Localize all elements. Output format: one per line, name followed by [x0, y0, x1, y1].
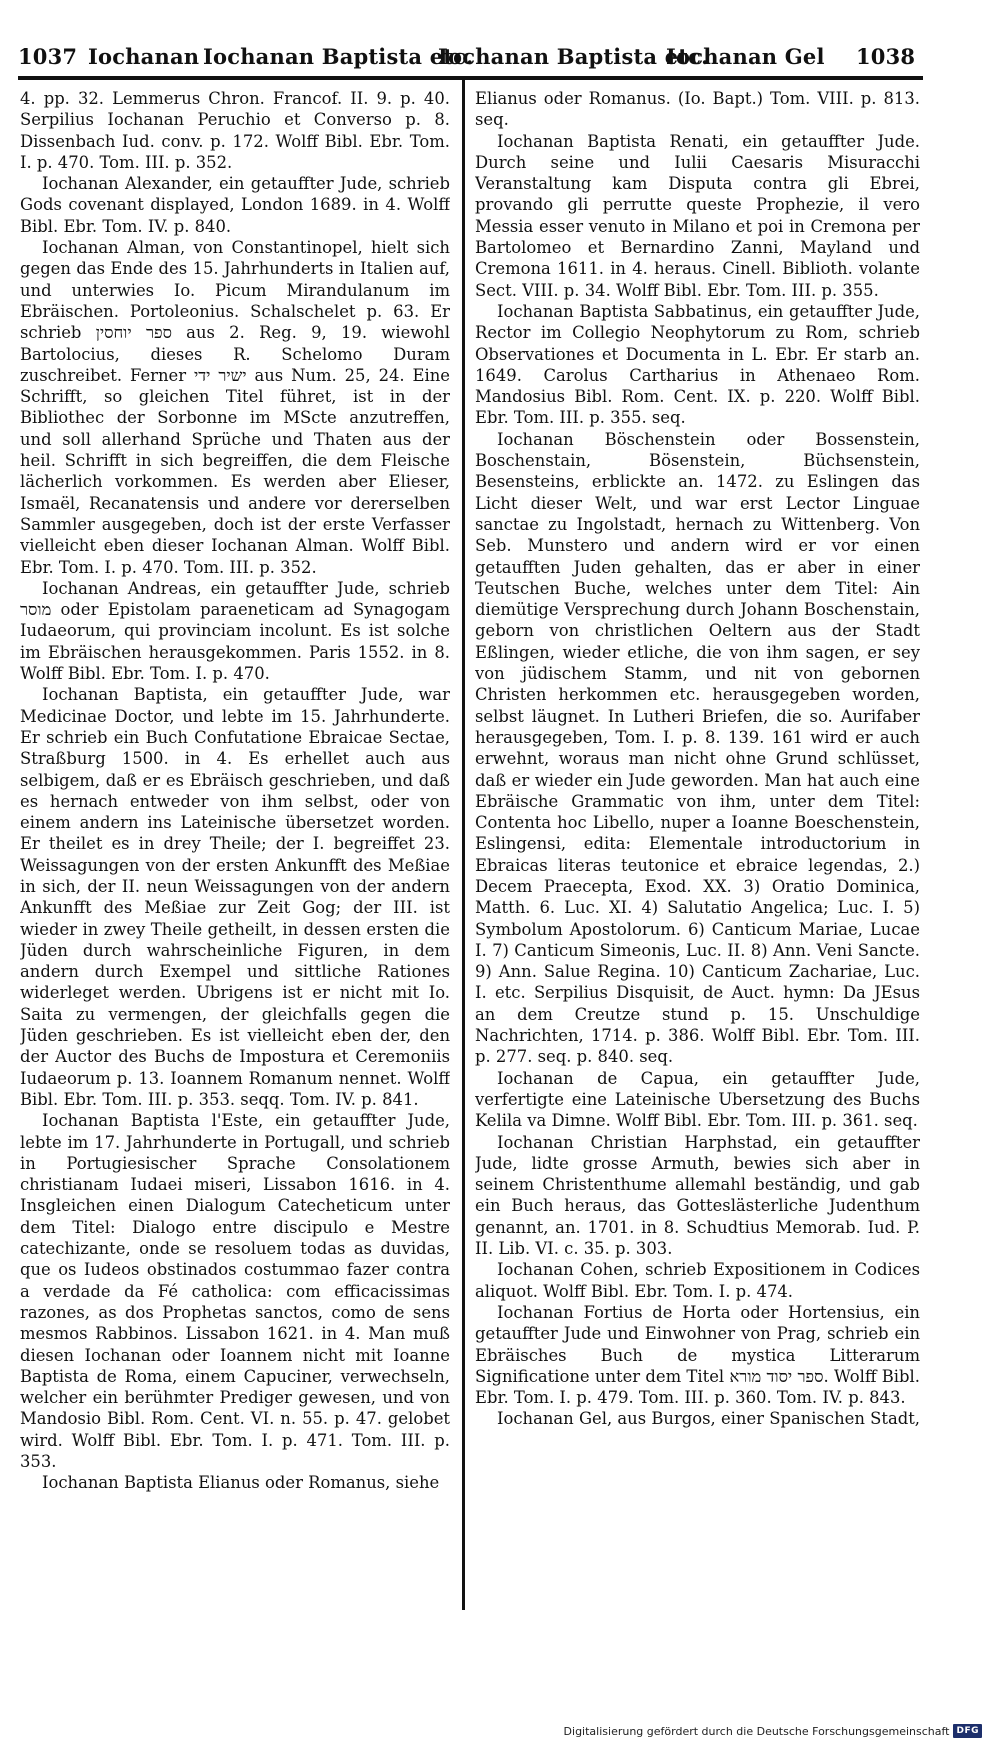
entry-paragraph: Iochanan de Capua, ein getauffter Jude, verfertigte eine Lateinische Ubersetzung des Buchs Kelila va Dimne. Wolff Bibl. Ebr. Tom. III. p. 361. seq. [475, 1068, 920, 1131]
digitization-footer [564, 1722, 982, 1740]
entry-paragraph: Iochanan Christian Harphstad, ein getauffter Jude, lidte grosse Armuth, bewies sich aber in seinem Christenthume allemahl beständig, und gab ein Buch heraus, das Gotteslästerliche Judenthum genannt, an. 1701. in 8. Schudtius Memorab. Iud. P. II. Lib. VI. c. 35. p. 303. [475, 1132, 920, 1259]
entry-paragraph: Iochanan Alexander, ein getauffter Jude, schrieb Gods covenant displayed, London 1689. in 4. Wolff Bibl. Ebr. Tom. IV. p. 840. [20, 174, 450, 236]
funding-credit: Digitalisierung gefördert durch die Deutsche Forschungsgemeinschaft [563, 1724, 950, 1738]
entry-paragraph: Iochanan Alman, von Constantinopel, hielt sich gegen das Ende des 15. Jahrhunderts in Italien auf, und unterwies Io. Picum Mirandulanum im Ebräischen. Portoleonius. Schalschelet p. 63. Er schrieb ספר יוחסין aus 2. Reg. 9, 19. wiewohl Bartolocius, dieses R. Schelomo Duram zuschreibet. Ferner ישיר ידי aus Num. 25, 24. Eine Schrifft, so gleichen Titel führet, ist in der Bibliothec der Sorbonne im MScte anzutreffen, und soll allerhand Sprüche und Thaten aus der heil. Schrifft in sich begreiffen, die dem Fleische lächerlich vorkommen. Es werden aber Elieser, Ismaël, Recanatensis und andere vor dererselben Sammler ausgegeben, doch ist der erste Verfasser vielleicht eben dieser Iochanan Alman. Wolff Bibl. Ebr. Tom. I. p. 470. Tom. III. p. 352. [20, 238, 450, 577]
running-header [18, 40, 923, 72]
entry-paragraph: Iochanan Böschenstein oder Bossenstein, Boschenstain, Bösenstein, Büchsenstein, Besensteins, erblickte an. 1472. zu Eslingen das Licht dieser Welt, und war erst Lector Linguae sanctae zu Ingolstadt, hernach zu Wittenberg. Von Seb. Munstero und andern wird er vor einen getaufften Juden gehalten, das er aber in einer Teutschen Buche, welches unter dem Titel: Ain diemütige Versprechung durch Johann Boschenstain, geborn von christlichen Oeltern aus der Stadt Eßlingen, wieder etliche, die von ihm sagen, er sey von jüdischem Stamm, und nit von gebornen Christen herkommen etc. herausgegeben worden, selbst läugnet. In Lutheri Briefen, die so. Aurifaber herausgegeben, Tom. I. p. 8. 139. 161 wird er auch erwehnt, woraus man nicht ohne Grund schlüsset, daß er wieder ein Jude geworden. Man hat auch eine Ebräische Grammatic von ihm, unter dem Titel: Contenta hoc Libello, nuper a Ioanne Boeschenstein, Eslingensi, edita: Elementale introductorium in Ebraicas literas teutonice et ebraice legendas, 2.) Decem Praecepta, Exod. XX. 3) Oratio Dominica, Matth. 6. Luc. XI. 4) Salutatio Angelica; Luc. I. 5) Symbolum Apostolorum. 6) Canticum Mariae, Lucae I. 7) Canticum Simeonis, Luc. II. 8) Ann. Veni Sancte. 9) Ann. Salue Regina. 10) Canticum Zachariae, Luc. I. etc. Serpilius Disquisit, de Auct. hymn: Da JEsus an dem Creutze stund p. 15. Unschuldige Nachrichten, 1714. p. 386. Wolff Bibl. Ebr. Tom. III. p. 277. seq. p. 840. seq. [475, 429, 920, 1067]
entry-paragraph: Iochanan Baptista Elianus oder Romanus, siehe [42, 1473, 440, 1493]
entry-paragraph: Iochanan Andreas, ein getauffter Jude, schrieb מוסר oder Epistolam paraeneticam ad Synagogam Iudaeorum, qui provinciam incolunt. Es ist solche im Ebräischen herausgekommen. Paris 1552. in 8. Wolff Bibl. Ebr. Tom. I. p. 470. [20, 578, 450, 684]
entry-paragraph: Iochanan Gel, aus Burgos, einer Spanischen Stadt, [497, 1409, 920, 1429]
right-column [475, 88, 920, 1613]
entry-paragraph: Iochanan Baptista, ein getauffter Jude, war Medicinae Doctor, und lebte im 15. Jahrhunderte. Er schrieb ein Buch Confutatione Ebraicae Sectae, Straßburg 1500. in 4. Es erhellet auch aus selbigem, daß er es Ebräisch geschrieben, und daß es hernach entweder von ihm selbst, oder von einem andern ins Lateinische übersetzet worden. Er theilet es in drey Theile; der I. begreiffet 23. Weissagungen von der ersten Ankunfft des Meßiae in sich, der II. neun Weissagungen von der andern Ankunfft des Meßiae zur Zeit Gog; der III. ist wieder in zwey Theile getheilt, in dessen ersten die Jüden durch wahrscheinliche Figuren, in dem andern durch Exempel und sittliche Rationes widerleget werden. Ubrigens ist er nicht mit Io. Saita zu vermengen, der gleichfalls gegen die Jüden geschrieben. Es ist vielleicht eben der, den der Auctor des Buchs de Impostura et Ceremoniis Iudaeorum p. 13. Ioannem Romanum nennet. Wolff Bibl. Ebr. Tom. III. p. 353. seqq. Tom. IV. p. 841. [20, 685, 450, 1109]
page-number-right: 1038 [856, 44, 916, 69]
entry-paragraph: Iochanan Cohen, schrieb Expositionem in Codices aliquot. Wolff Bibl. Ebr. Tom. I. p. 474. [475, 1260, 920, 1301]
entry-paragraph: Iochanan Baptista Renati, ein getauffter Jude. Durch seine und Iulii Caesaris Misuracchi Veranstaltung kam Disputa contra gli Ebrei, provando gli perrutte queste Prophezie, il vero Messia esser venuto in Milano et poi in Cremona per Bartolomeo et Bernardino Zanni, Mayland und Cremona 1611. in 4. heraus. Cinell. Biblioth. volante Sect. VIII. p. 34. Wolff Bibl. Ebr. Tom. III. p. 355. [475, 131, 920, 300]
dfg-logo-icon: DFG [953, 1724, 982, 1738]
running-head-right-2: Iochanan Gel [666, 44, 825, 69]
running-head-left-2: Iochanan Baptista etc. [203, 44, 474, 69]
header-rule [18, 76, 923, 80]
entry-paragraph: 4. pp. 32. Lemmerus Chron. Francof. II. 9. p. 40. Serpilius Iochanan Peruchio et Converso p. 8. Dissenbach Iud. conv. p. 172. Wolff Bibl. Ebr. Tom. I. p. 470. Tom. III. p. 352. [20, 89, 450, 172]
entry-paragraph: Iochanan Fortius de Horta oder Hortensius, ein getauffter Jude und Einwohner von Prag, schrieb ein Ebräisches Buch de mystica Litterarum Significatione unter dem Titel ספר יסוד מורא. Wolff Bibl. Ebr. Tom. I. p. 479. Tom. III. p. 360. Tom. IV. p. 843. [475, 1302, 920, 1408]
left-column [20, 88, 450, 1613]
column-divider [462, 80, 465, 1610]
running-head-left: Iochanan [88, 44, 200, 69]
entry-paragraph: Iochanan Baptista l'Este, ein getauffter Jude, lebte im 17. Jahrhunderte in Portugall, und schrieb in Portugiesischer Sprache Consolationem christianam Iudaei miseri, Lissabon 1616. in 4. Insgleichen einen Dialogum Catecheticum unter dem Titel: Dialogo entre discipulo e Mestre catechizante, onde se resoluem todas as duvidas, que os Iudeos obstinados costummao fazer contra a verdade da Fé catholica: com efficacissimas razones, as dos Prophetas sanctos, como de sens mesmos Rabbinos. Lissabon 1621. in 4. Man muß diesen Iochanan oder Ioannem nicht mit Ioanne Baptista de Roma, einem Capuciner, verwechseln, welcher ein berühmter Prediger gewesen, und von Mandosio Bibl. Rom. Cent. VI. n. 55. p. 47. gelobet wird. Wolff Bibl. Ebr. Tom. I. p. 471. Tom. III. p. 353. [20, 1111, 450, 1471]
page-number-left: 1037 [18, 44, 78, 69]
running-head-right: Iochanan Baptista etc. [438, 44, 709, 69]
entry-paragraph: Elianus oder Romanus. (Io. Bapt.) Tom. VIII. p. 813. seq. [475, 89, 920, 130]
entry-paragraph: Iochanan Baptista Sabbatinus, ein getauffter Jude, Rector im Collegio Neophytorum zu Rom, schrieb Observationes et Documenta in L. Ebr. Er starb an. 1649. Carolus Cartharius in Athenaeo Rom. Mandosius Bibl. Rom. Cent. IX. p. 220. Wolff Bibl. Ebr. Tom. III. p. 355. seq. [475, 301, 920, 428]
